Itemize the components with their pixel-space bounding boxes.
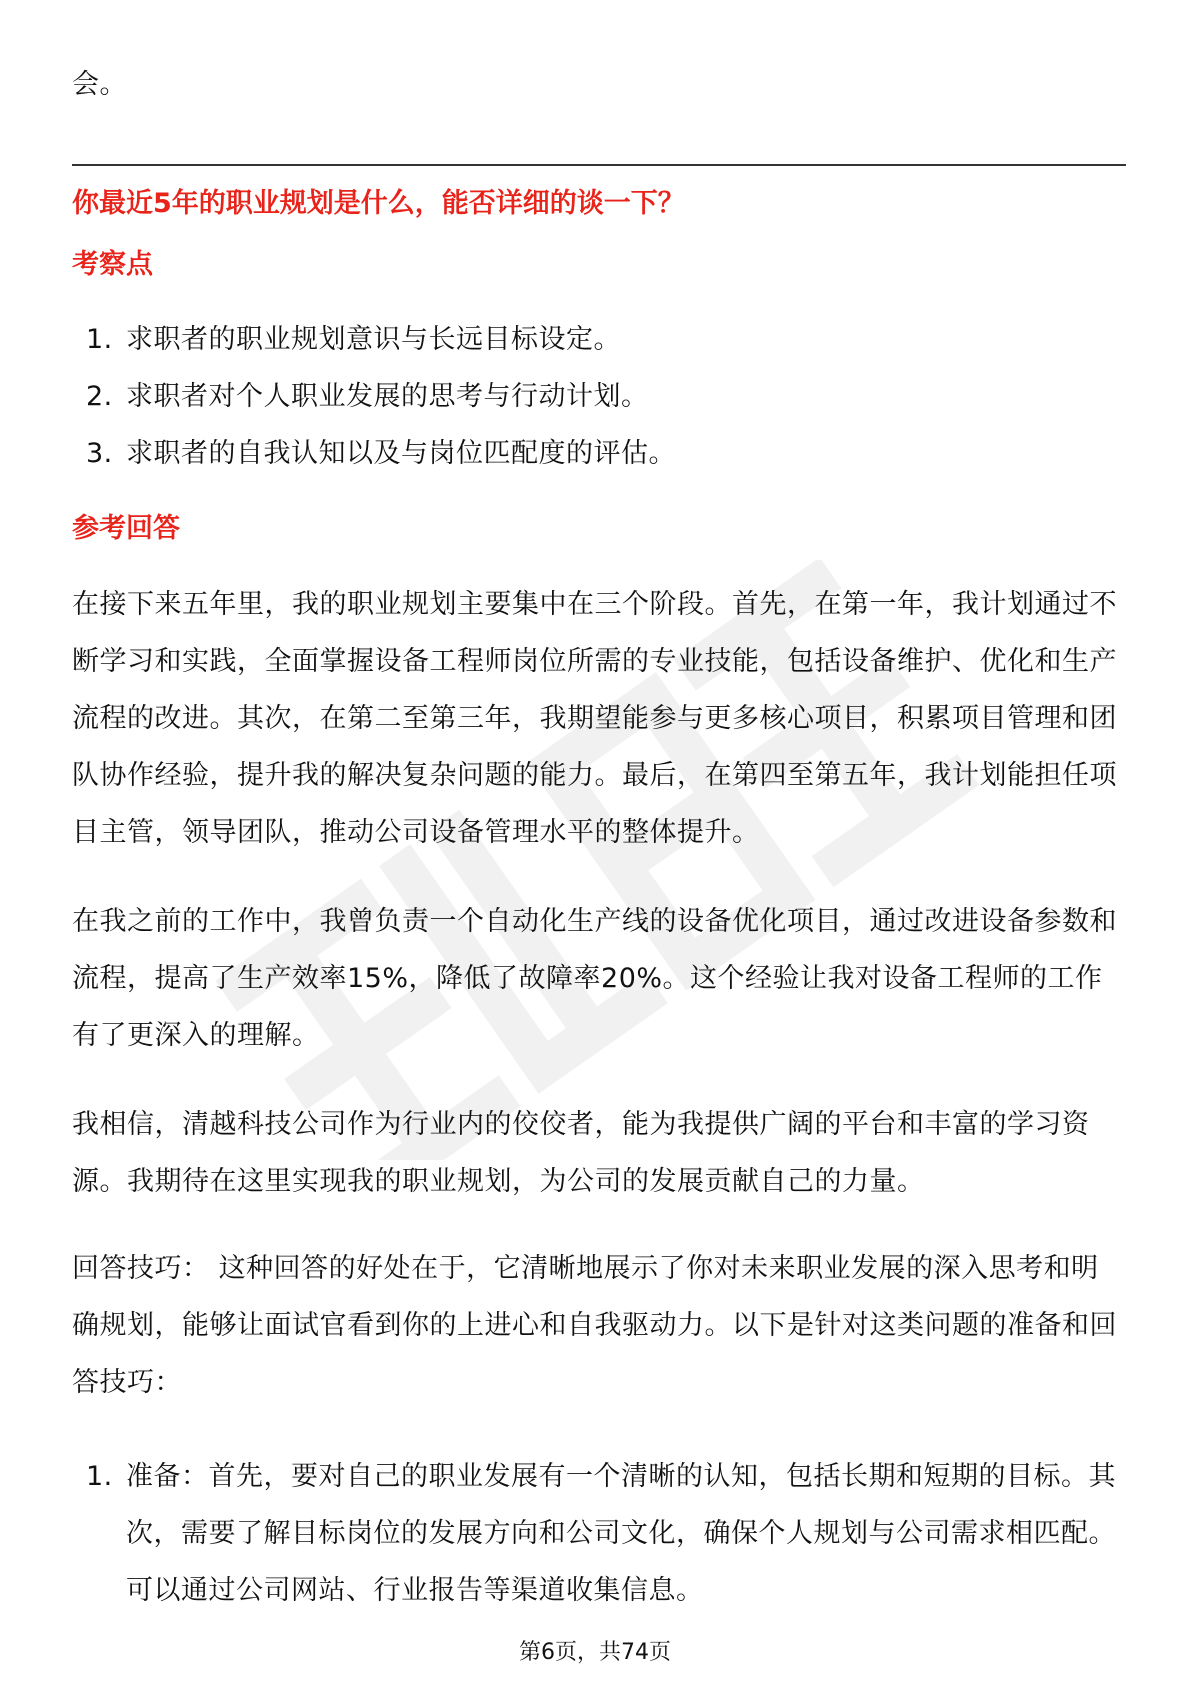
list-item-number: 2. [86,381,113,412]
tips-list [72,1448,1122,1619]
answer-heading: 参考回答 [72,513,180,544]
section-divider [72,164,1126,166]
list-item [72,425,1122,482]
continued-text: 会。 [72,69,127,100]
list-item [72,1448,1122,1619]
list-item-text: 准备：首先，要对自己的职业发展有一个清晰的认知，包括长期和短期的目标。其次，需要了解目标岗位的发展方向和公司文化，确保个人规划与公司需求相匹配。可以通过公司网站、行业报告等渠道收集信息。 [126,1461,1116,1606]
list-item-number: 3. [86,438,113,469]
list-item [72,311,1122,368]
list-item-text: 求职者对个人职业发展的思考与行动计划。 [126,381,649,412]
answer-paragraph: 在我之前的工作中，我曾负责一个自动化生产线的设备优化项目，通过改进设备参数和流程，提高了生产效率15%，降低了故障率20%。这个经验让我对设备工程师的工作有了更深入的理解。 [72,906,1117,1051]
points-heading: 考察点 [72,249,153,280]
list-item [72,368,1122,425]
question-title: 你最近5年的职业规划是什么，能否详细的谈一下？ [72,188,685,219]
points-list [72,311,1122,482]
page-number-footer: 第6页，共74页 [519,1640,671,1665]
list-item-text: 求职者的职业规划意识与长远目标设定。 [126,324,621,355]
answer-paragraph: 我相信，清越科技公司作为行业内的佼佼者，能为我提供广阔的平台和丰富的学习资源。我期待在这里实现我的职业规划，为公司的发展贡献自己的力量。 [72,1109,1090,1197]
list-item-number: 1. [86,1461,113,1492]
answer-paragraph: 在接下来五年里，我的职业规划主要集中在三个阶段。首先，在第一年，我计划通过不断学习和实践，全面掌握设备工程师岗位所需的专业技能，包括设备维护、优化和生产流程的改进。其次，在第二至第三年，我期望能参与更多核心项目，积累项目管理和团队协作经验，提升我的解决复杂问题的能力。最后，在第四至第五年，我计划能担任项目主管，领导团队，推动公司设备管理水平的整体提升。 [72,589,1117,848]
tips-paragraph: 回答技巧： 这种回答的好处在于，它清晰地展示了你对未来职业发展的深入思考和明确规划，能够让面试官看到你的上进心和自我驱动力。以下是针对这类问题的准备和回答技巧： [72,1253,1117,1398]
list-item-number: 1. [86,324,113,355]
list-item-text: 求职者的自我认知以及与岗位匹配度的评估。 [126,438,676,469]
